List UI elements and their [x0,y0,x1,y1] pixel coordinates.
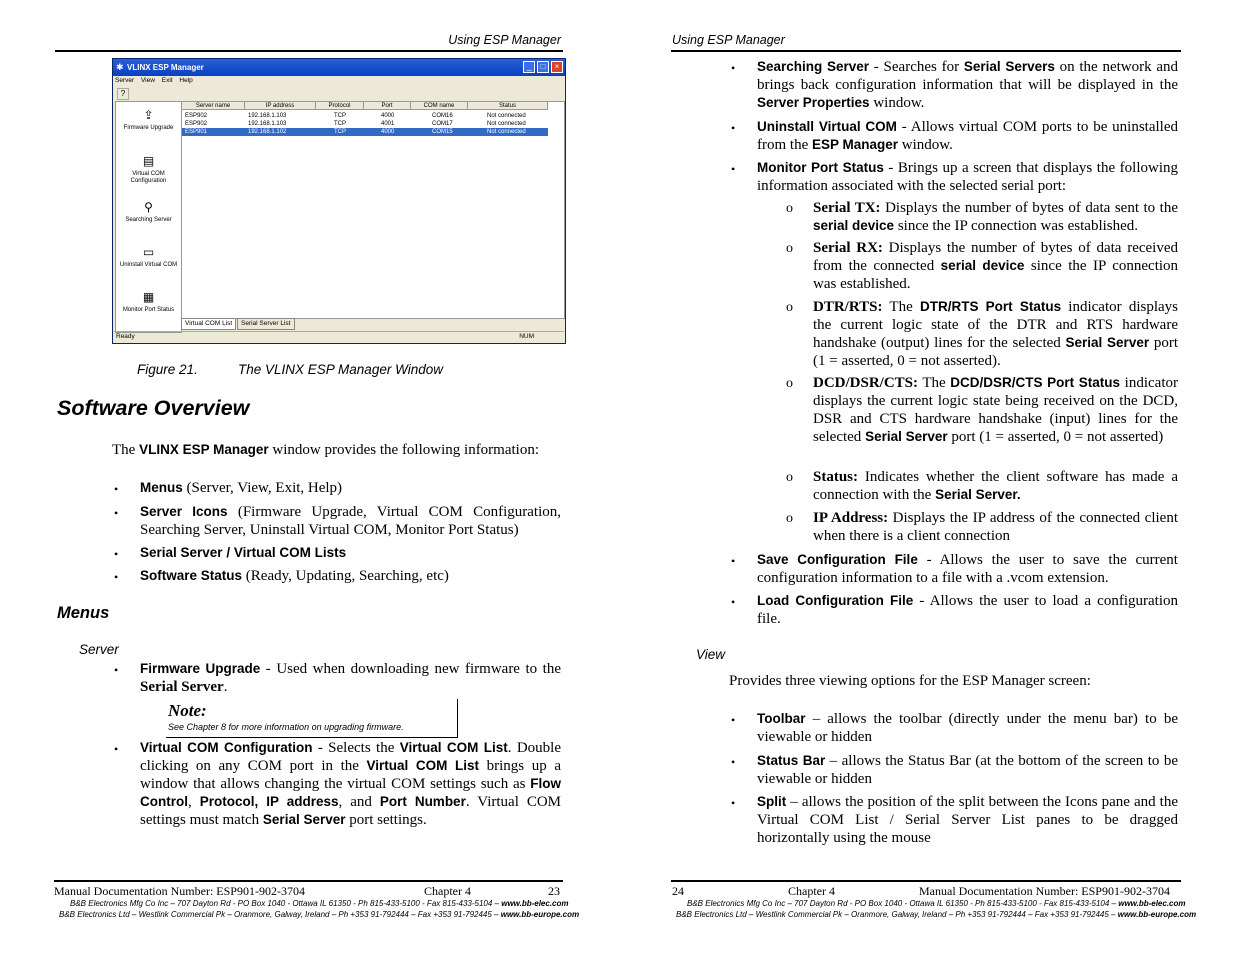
circle-bullet-icon: o [786,201,793,216]
footer-doc-number: Manual Documentation Number: ESP901-902-3704 [54,884,305,898]
uninstall-paragraph: Uninstall Virtual COM - Allows virtual COM ports to be uninstalled from the ESP Manager window. [757,119,1178,153]
statusbar-paragraph: Status Bar – allows the Status Bar (at the bottom of the screen to be viewable or hidden [757,753,1178,787]
view-intro: Provides three viewing options for the ESP Manager screen: [729,673,1091,689]
table-row[interactable]: ESP902 192.168.1.103 TCP 4000 COM16 Not connected [185,113,526,119]
icons-pane [115,101,182,333]
note-text: See Chapter 8 for more information on upgrading firmware. [168,722,404,732]
bullet-icon: • [731,755,736,769]
monitor-paragraph: Monitor Port Status - Brings up a screen that displays the following information associated with the selected serial port: [757,160,1179,194]
close-icon[interactable]: × [551,61,563,73]
searching-server-item[interactable]: ⚲ Searching Server [125,200,172,223]
col-status[interactable]: Status [468,102,548,110]
table-row[interactable]: ESP902 192.168.1.103 TCP 4001 COM17 Not connected [185,121,526,127]
server-heading: Server [79,642,119,657]
bullet-icon: • [731,554,736,568]
save-config-paragraph: Save Configuration File - Allows the user to save the current configuration information to a file with a .vcom extension. [757,552,1178,586]
header-rule [55,50,563,52]
footer-page-number: 24 [672,884,684,898]
col-server-name[interactable]: Server name [182,102,245,110]
bullet-icon: • [114,570,119,584]
status-paragraph: Status: Indicates whether the client software has made a connection with the Serial Server. [813,469,1178,503]
header-rule [671,50,1181,52]
minimize-icon[interactable]: _ [523,61,535,73]
list-item: Serial Server / Virtual COM Lists [140,545,347,560]
right-page [617,0,1234,954]
col-port[interactable]: Port [364,102,411,110]
virtual-com-icon: ▤ [142,154,155,168]
maximize-icon[interactable]: □ [537,61,549,73]
dcd-dsr-cts-paragraph: DCD/DSR/CTS: The DCD/DSR/CTS Port Status indicator displays the current logic state being received on the DCD, DSR and CTS hardware handshake (input) lines for the selected Serial Server port (1 = asserted, 0 = not asserted) [813,375,1178,445]
table-row-selected[interactable]: ESP901 192.168.1.102 TCP 4000 COM15 Not connected [182,128,548,136]
menu-server[interactable]: Server [115,77,135,84]
section-heading: Software Overview [57,396,250,420]
virtual-com-list [181,101,565,319]
bullet-icon: • [731,61,736,75]
bullet-icon: • [731,162,736,176]
serial-tx-paragraph: Serial TX: Displays the number of bytes of data sent to the serial device since the IP connection was established. [813,200,1178,234]
col-com-name[interactable]: COM name [411,102,468,110]
bullet-icon: • [114,482,119,496]
bullet-icon: • [114,506,119,520]
monitor-port-item[interactable]: ▦ Monitor Port Status [122,290,175,313]
app-icon: ✱ [116,62,124,72]
bullet-icon: • [731,121,736,135]
footer-address-us: B&B Electronics Mfg Co Inc – 707 Dayton Rd - PO Box 1040 - Ottawa IL 61350 - Ph 815-433-5100 - Fax 815-433-5104 – www.bb-elec.com [687,899,1186,908]
esp-manager-window [112,58,566,344]
page-header: Using ESP Manager [672,33,785,47]
menu-help[interactable]: Help [179,77,193,84]
status-bar [114,331,564,342]
menu-view[interactable]: View [140,77,155,84]
circle-bullet-icon: o [786,470,793,485]
footer-address-eu: B&B Electronics Ltd – Westlink Commercial Pk – Oranmore, Galway, Ireland – Ph +353 91-792444 – Fax +353 91-792445 – www.bb-europe.com [59,910,580,919]
col-protocol[interactable]: Protocol [316,102,364,110]
dtr-rts-paragraph: DTR/RTS: The DTR/RTS Port Status indicator displays the current logic state of the DTR and RTS hardware handshake (output) lines for the selected Serial Server port (1 = asserted, 0 = not asserted). [813,299,1178,369]
tab-virtual-com-list[interactable]: Virtual COM List [181,318,236,330]
bullet-icon: • [731,796,736,810]
col-ip-address[interactable]: IP address [245,102,316,110]
list-item: Menus (Server, View, Exit, Help) [140,480,343,496]
list-item: Software Status (Ready, Updating, Searching, etc) [140,568,449,584]
serial-rx-paragraph: Serial RX: Displays the number of bytes of data received from the connected serial device since the IP connection was established. [813,240,1179,292]
split-paragraph: Split – allows the position of the split between the Icons pane and the Virtual COM List / Serial Server List panes to be dragged horizontally using the mouse [757,794,1178,846]
status-text: Ready [116,333,135,340]
view-heading: View [696,647,726,662]
intro-paragraph: The VLINX ESP Manager window provides the following information: [112,442,540,458]
footer-doc-number: Manual Documentation Number: ESP901-902-3704 [919,884,1170,898]
footer-page-number: 23 [548,884,560,898]
left-page [0,0,617,954]
bullet-icon: • [114,547,119,561]
footer-rule [54,880,563,882]
firmware-upgrade-item[interactable]: ⇪ Firmware Upgrade [123,108,174,131]
vcom-paragraph: Virtual COM Configuration - Selects the Virtual COM List. Double clicking on any COM port in the Virtual COM List brings up a window that allows changing the virtual COM settings such as Flow Control, Protocol, IP address, and Port Number. Virtual COM settings must match Serial Server port settings. [140,740,562,828]
note-box [166,699,458,738]
search-icon: ⚲ [144,200,153,214]
bullet-icon: • [114,742,119,756]
footer-chapter: Chapter 4 [788,884,835,898]
footer-chapter: Chapter 4 [424,884,471,898]
menu-bar [115,77,198,87]
uninstall-item[interactable]: ▭ Uninstall Virtual COM [119,245,178,268]
firmware-upgrade-icon: ⇪ [143,108,154,122]
footer-address-us: B&B Electronics Mfg Co Inc – 707 Dayton Rd - PO Box 1040 - Ottawa IL 61350 - Ph 815-433-5100 - Fax 815-433-5104 – www.bb-elec.com [70,899,569,908]
tab-serial-server-list[interactable]: Serial Server List [237,318,295,330]
uninstall-icon: ▭ [142,245,155,259]
figure-caption: The VLINX ESP Manager Window [238,362,443,377]
num-indicator: NUM [519,333,534,340]
menus-heading: Menus [57,604,110,622]
load-config-paragraph: Load Configuration File - Allows the user to load a configuration file. [757,593,1178,627]
firmware-paragraph: Firmware Upgrade - Used when downloading new firmware to the Serial Server. [140,661,561,695]
searching-server-paragraph: Searching Server - Searches for Serial Servers on the network and brings back configuration information that will be displayed in the Server Properties window. [757,59,1178,111]
circle-bullet-icon: o [786,241,793,256]
list-item: Server Icons (Firmware Upgrade, Virtual COM Configuration, Searching Server, Uninstall Virtual COM, Monitor Port Status) [140,504,561,538]
figure-number: Figure 21. [137,362,198,377]
bullet-icon: • [731,713,736,727]
circle-bullet-icon: o [786,376,793,391]
menu-exit[interactable]: Exit [161,77,173,84]
toolbar-paragraph: Toolbar – allows the toolbar (directly under the menu bar) to be viewable or hidden [757,711,1178,745]
page-header: Using ESP Manager [448,33,561,47]
footer-rule [671,880,1181,882]
note-title: Note: [168,701,207,720]
circle-bullet-icon: o [786,300,793,315]
window-title: VLINX ESP Manager [113,59,565,76]
virtual-com-item[interactable]: ▤ Virtual COM Configuration [130,154,167,184]
bullet-icon: • [731,595,736,609]
footer-address-eu: B&B Electronics Ltd – Westlink Commercial Pk – Oranmore, Galway, Ireland – Ph +353 91-792444 – Fax +353 91-792445 – www.bb-europe.com [676,910,1197,919]
circle-bullet-icon: o [786,511,793,526]
bullet-icon: • [114,663,119,677]
help-icon[interactable]: ? [117,88,129,100]
ip-address-paragraph: IP Address: Displays the IP address of the connected client when there is a client connection [813,510,1179,544]
monitor-icon: ▦ [142,290,155,304]
